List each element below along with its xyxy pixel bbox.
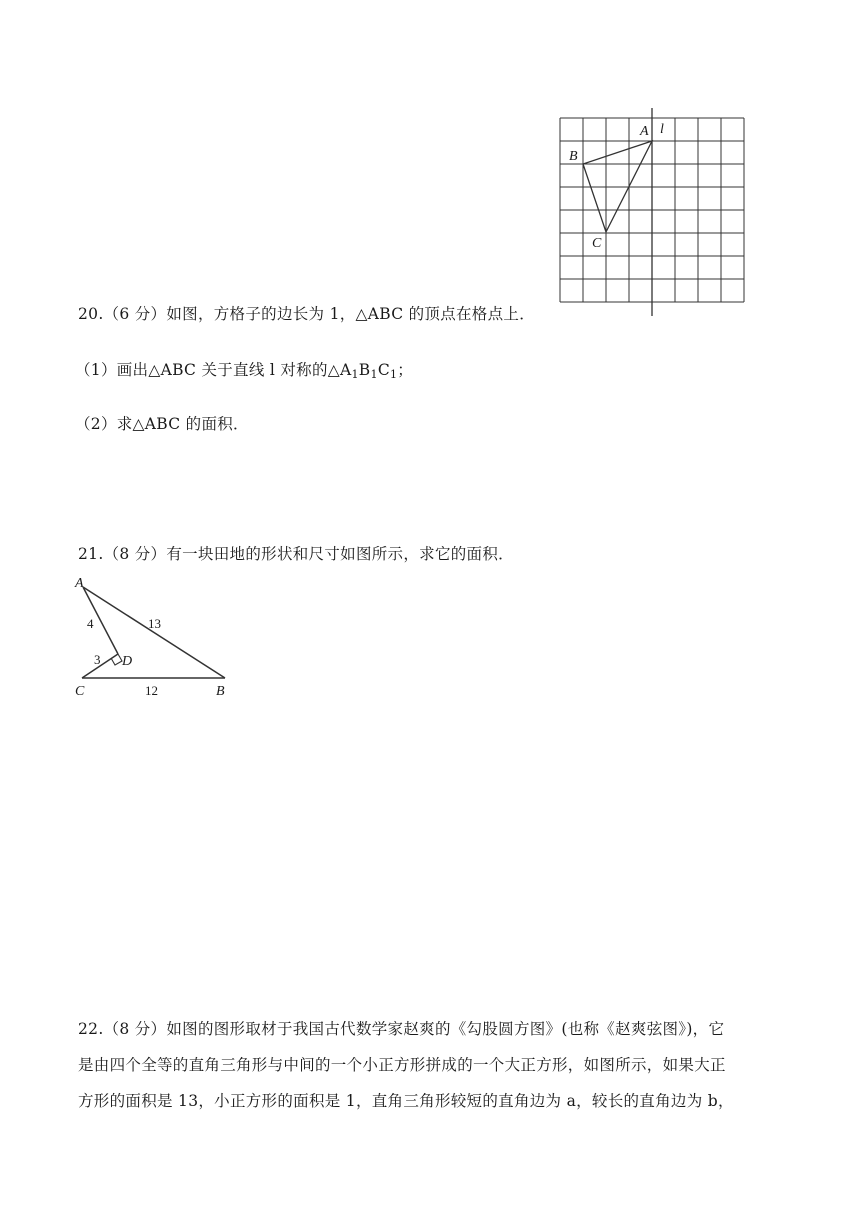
q20-part2: （2）求△ABC 的面积． [75, 415, 249, 433]
q20-grid-figure [550, 104, 760, 322]
q20-label-b: B [569, 149, 578, 164]
q21-triangle-figure [70, 574, 240, 702]
segment-ab [83, 587, 225, 678]
q21-label-b: B [216, 684, 225, 699]
q21-stem: 21.（8 分）有一块田地的形状和尺寸如图所示，求它的面积． [78, 545, 514, 563]
q20-part1-text: （1）画出△ABC 关于直线 l 对称的△ [75, 361, 340, 379]
q20-part1 [75, 358, 413, 381]
q21-label-d: D [122, 654, 133, 669]
q20-part1-sub-a: 1 [351, 368, 359, 381]
q20-part1-c: C [377, 361, 390, 379]
q22-line-2: 是由四个全等的直角三角形与中间的一个小正方形拼成的一个大正方形，如图所示，如果大正 [78, 1056, 726, 1074]
q20-part1-sub-b: 1 [370, 368, 378, 381]
q20-label-l: l [660, 122, 664, 137]
q22-line-1: 22.（8 分）如图的图形取材于我国古代数学家赵爽的《勾股圆方图》(也称《赵爽弦图》)，它 [78, 1020, 725, 1038]
q20-label-a: A [640, 124, 649, 139]
q20-part1-a: A [339, 361, 352, 379]
q21-length-cb: 12 [145, 683, 158, 698]
q20-stem: 20.（6 分）如图，方格子的边长为 1，△ABC 的顶点在格点上． [78, 305, 536, 323]
q21-length-cd: 3 [94, 652, 101, 667]
q22-line-3: 方形的面积是 13，小正方形的面积是 1，直角三角形较短的直角边为 a，较长的直角边为 b， [78, 1092, 734, 1110]
q21-label-c: C [75, 684, 85, 699]
q21-length-ad: 4 [87, 616, 94, 631]
q20-part1-sub-c: 1 [389, 368, 398, 381]
q21-label-a: A [75, 576, 84, 591]
q20-label-c: C [592, 236, 602, 251]
q20-part1-end: ； [397, 361, 414, 379]
q21-length-ab: 13 [148, 616, 161, 631]
q20-part1-b: B [358, 361, 371, 379]
